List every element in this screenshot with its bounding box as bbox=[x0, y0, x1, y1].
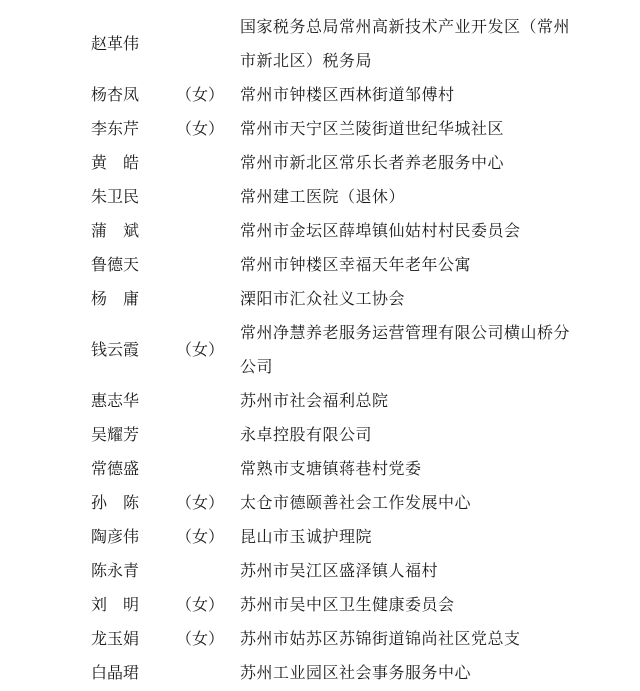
person-name: 刘 明 bbox=[91, 595, 140, 614]
person-name: 钱云霞 bbox=[91, 340, 140, 359]
organization: 常州市新北区常乐长者养老服务中心 bbox=[240, 153, 505, 172]
person-name: 常德盛 bbox=[91, 459, 140, 478]
list-item bbox=[0, 622, 640, 656]
person-name: 杨 庸 bbox=[91, 289, 140, 308]
gender-note: （女） bbox=[176, 119, 225, 138]
person-name: 白晶珺 bbox=[91, 663, 140, 682]
list-item bbox=[0, 384, 640, 418]
organization: 常州净慧养老服务运营管理有限公司横山桥分公司 bbox=[240, 323, 571, 376]
organization: 太仓市德颐善社会工作发展中心 bbox=[240, 493, 472, 512]
gender-note: （女） bbox=[176, 85, 225, 104]
list-item bbox=[0, 78, 640, 112]
organization: 常州市钟楼区幸福天年老年公寓 bbox=[240, 255, 472, 274]
organization: 溧阳市汇众社义工协会 bbox=[240, 289, 406, 308]
list-item bbox=[0, 282, 640, 316]
person-name: 陶彦伟 bbox=[91, 527, 140, 546]
list-item bbox=[0, 588, 640, 622]
list-item bbox=[0, 554, 640, 588]
organization: 苏州工业园区社会事务服务中心 bbox=[240, 663, 472, 682]
list-item bbox=[0, 248, 640, 282]
list-item bbox=[0, 656, 640, 690]
person-name: 陈永青 bbox=[91, 561, 140, 580]
list-item bbox=[0, 486, 640, 520]
list-item bbox=[0, 214, 640, 248]
gender-note: （女） bbox=[176, 527, 225, 546]
person-name: 鲁德天 bbox=[91, 255, 140, 274]
organization: 常州市金坛区薛埠镇仙姑村村民委员会 bbox=[240, 221, 521, 240]
list-item bbox=[0, 316, 640, 384]
gender-note: （女） bbox=[176, 629, 225, 648]
organization: 常州市天宁区兰陵街道世纪华城社区 bbox=[240, 119, 505, 138]
list-item bbox=[0, 520, 640, 554]
person-name: 吴耀芳 bbox=[91, 425, 140, 444]
person-name: 李东芹 bbox=[91, 119, 140, 138]
gender-note: （女） bbox=[176, 595, 225, 614]
organization: 常州建工医院（退休） bbox=[240, 187, 406, 206]
person-name: 蒲 斌 bbox=[91, 221, 140, 240]
person-name: 龙玉娟 bbox=[91, 629, 140, 648]
organization: 苏州市吴江区盛泽镇人福村 bbox=[240, 561, 439, 580]
person-name: 黄 皓 bbox=[91, 153, 140, 172]
list-item bbox=[0, 418, 640, 452]
organization: 苏州市吴中区卫生健康委员会 bbox=[240, 595, 455, 614]
person-name: 孙 陈 bbox=[91, 493, 140, 512]
gender-note: （女） bbox=[176, 340, 225, 359]
list-item bbox=[0, 10, 640, 78]
organization: 昆山市玉诚护理院 bbox=[240, 527, 373, 546]
gender-note: （女） bbox=[176, 493, 225, 512]
list-item bbox=[0, 180, 640, 214]
organization: 苏州市社会福利总院 bbox=[240, 391, 389, 410]
list-item bbox=[0, 112, 640, 146]
person-name: 朱卫民 bbox=[91, 187, 140, 206]
list-item bbox=[0, 146, 640, 180]
organization: 常州市钟楼区西林街道邹傅村 bbox=[240, 85, 455, 104]
organization: 常熟市支塘镇蒋巷村党委 bbox=[240, 459, 422, 478]
organization: 国家税务总局常州高新技术产业开发区（常州市新北区）税务局 bbox=[240, 17, 571, 70]
organization: 苏州市姑苏区苏锦街道锦尚社区党总支 bbox=[240, 629, 521, 648]
organization: 永卓控股有限公司 bbox=[240, 425, 373, 444]
person-name: 杨杏凤 bbox=[91, 85, 140, 104]
person-name: 惠志华 bbox=[91, 391, 140, 410]
list-item bbox=[0, 452, 640, 486]
person-name: 赵革伟 bbox=[91, 34, 140, 53]
